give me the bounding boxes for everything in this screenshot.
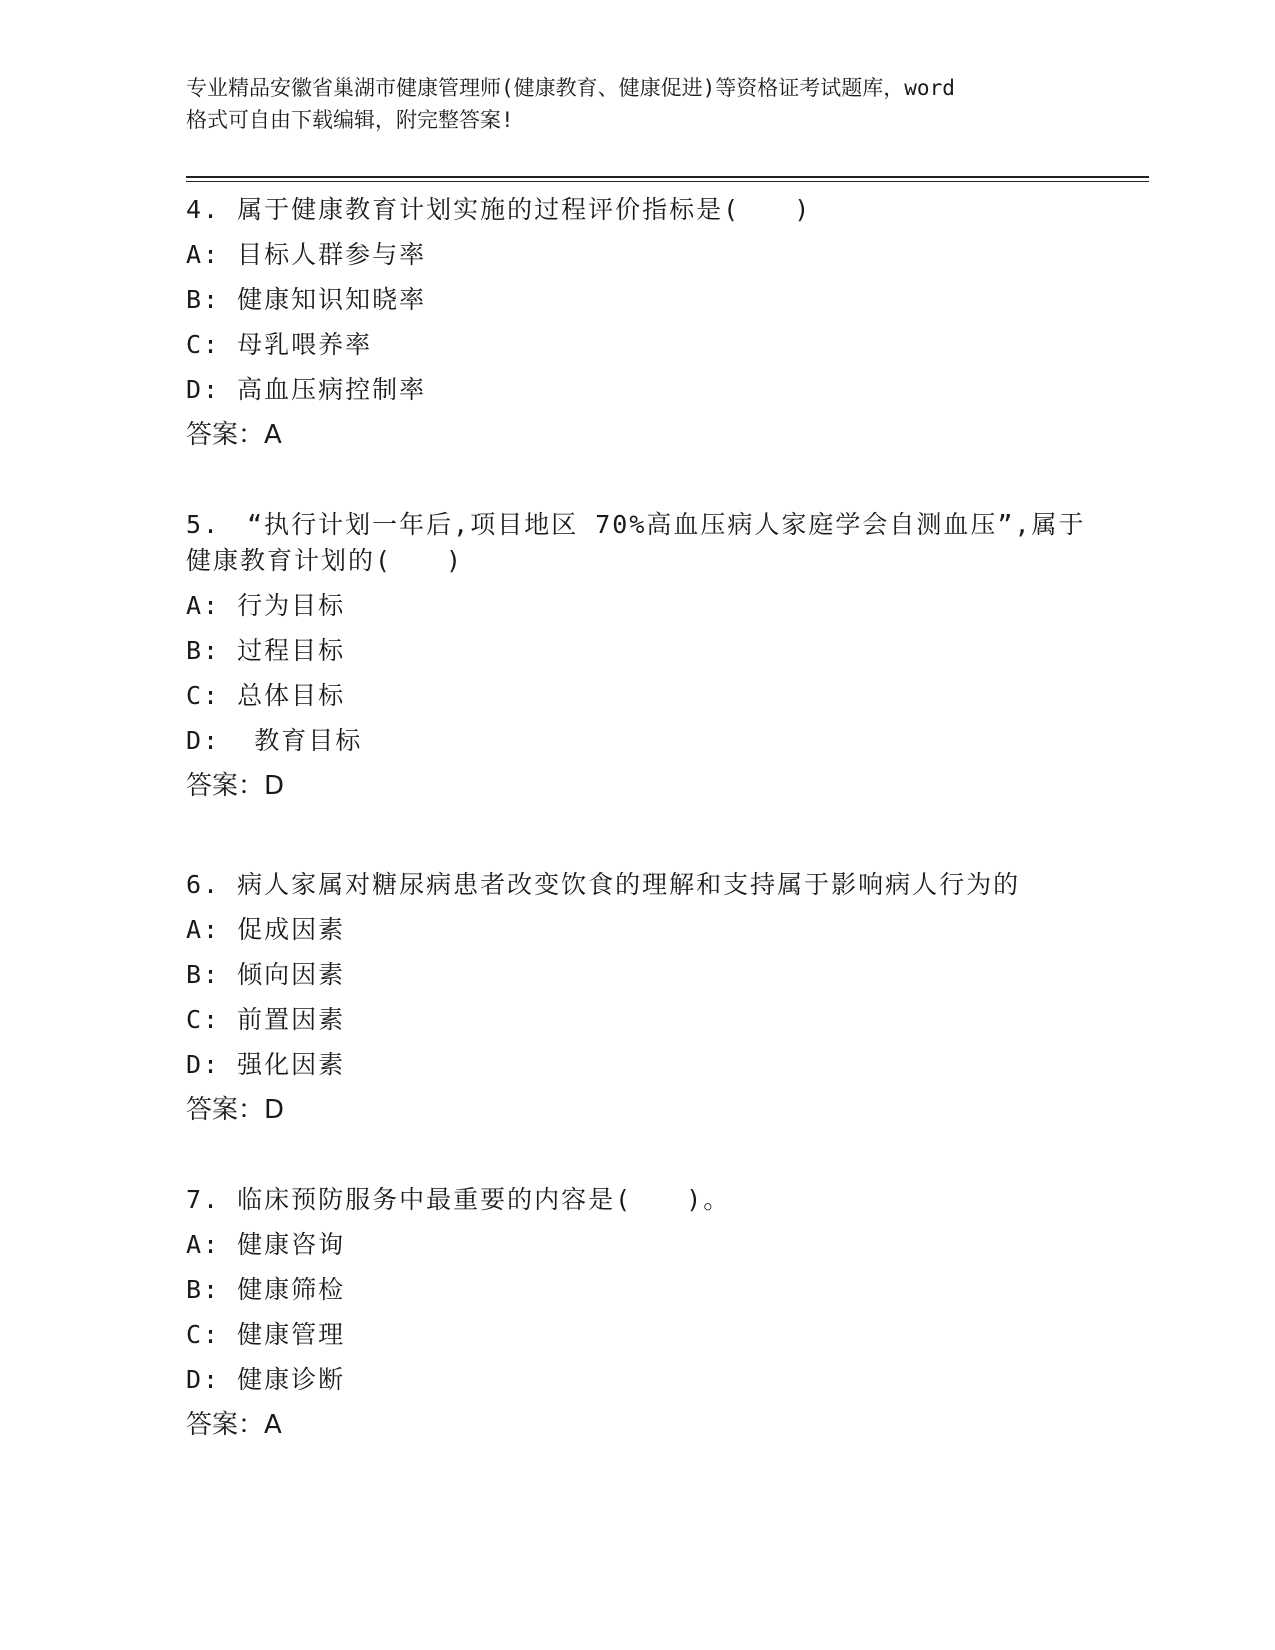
answer-line: 答案：A (186, 1410, 282, 1440)
option-d: D: 高血压病控制率 (186, 375, 427, 404)
question-block (186, 867, 1106, 1137)
option-b: B: 健康筛检 (186, 1275, 346, 1304)
option-b: B: 过程目标 (186, 636, 346, 665)
answer-line: 答案：D (186, 1095, 285, 1125)
question-text: 7. 临床预防服务中最重要的内容是( )。 (186, 1185, 731, 1214)
option-d: D: 强化因素 (186, 1050, 346, 1079)
answer-line: 答案：A (186, 420, 282, 450)
header-line-1: 专业精品安徽省巢湖市健康管理师(健康教育、健康促进)等资格证考试题库，word (186, 76, 955, 100)
header-divider-thick (186, 176, 1149, 178)
option-c: C: 前置因素 (186, 1005, 346, 1034)
document-header (186, 72, 1086, 136)
option-a: A: 健康咨询 (186, 1230, 346, 1259)
option-b: B: 倾向因素 (186, 960, 346, 989)
option-a: A: 目标人群参与率 (186, 240, 427, 269)
answer-line: 答案：D (186, 771, 285, 801)
option-c: C: 母乳喂养率 (186, 330, 373, 359)
question-block (186, 507, 1106, 813)
option-c: C: 总体目标 (186, 681, 346, 710)
question-text: 5. “执行计划一年后,项目地区 70%高血压病人家庭学会自测血压”,属于健康教育计划的( ) (186, 510, 1086, 575)
question-block (186, 192, 1106, 462)
option-b: B: 健康知识知晓率 (186, 285, 427, 314)
option-a: A: 行为目标 (186, 591, 346, 620)
option-d: D: 教育目标 (186, 726, 363, 755)
option-a: A: 促成因素 (186, 915, 346, 944)
header-divider-thin (186, 181, 1149, 182)
question-block (186, 1182, 1106, 1452)
header-line-2: 格式可自由下载编辑，附完整答案! (186, 108, 514, 132)
question-text: 6. 病人家属对糖尿病患者改变饮食的理解和支持属于影响病人行为的 (186, 870, 1021, 899)
question-text: 4. 属于健康教育计划实施的过程评价指标是( ) (186, 195, 812, 224)
option-c: C: 健康管理 (186, 1320, 346, 1349)
option-d: D: 健康诊断 (186, 1365, 346, 1394)
